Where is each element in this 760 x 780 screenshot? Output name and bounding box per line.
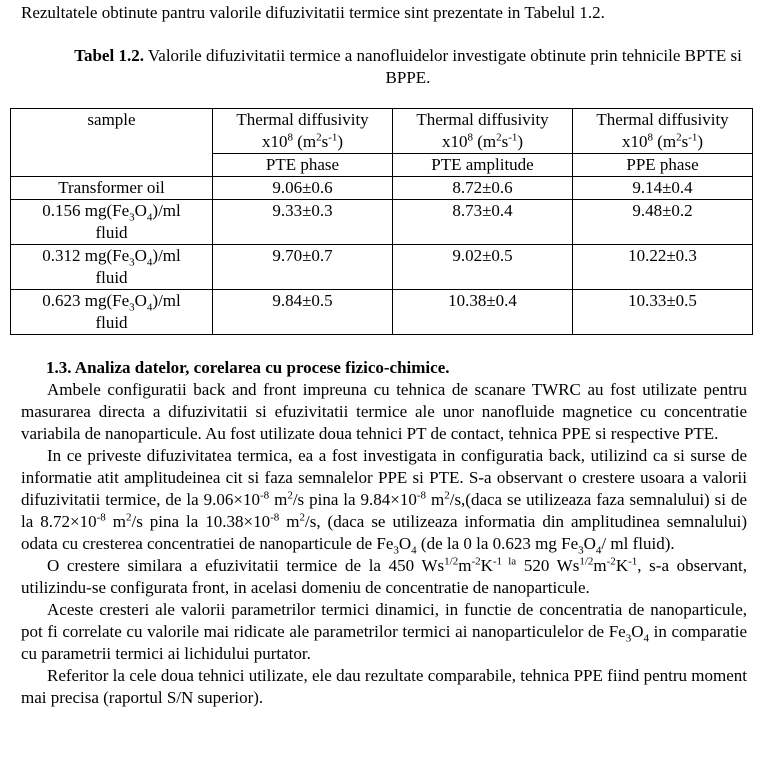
header-ppe-phase: Thermal diffusivity $x10^8$ $(m^2s^{-1})$ (573, 109, 753, 154)
table-row (11, 290, 753, 335)
value-cell: 8.72±0.6 (393, 177, 573, 200)
diffusivity-table (10, 108, 753, 335)
value-cell: 10.38±0.4 (393, 290, 573, 335)
sample-cell: 0.623 $mg(Fe_3O_4)/ml$ fluid (11, 290, 213, 335)
table-row (11, 200, 753, 245)
section-heading: 1.3. Analiza datelor, corelarea cu procese fizico-chimice. (46, 358, 450, 377)
paragraph-diffusivity: In ce priveste difuzivitatea termica, ea a fost investigata in configuratia back, utilizind ca si surse de informatie atit amplitudeinea cit si faza semnalelor PPE si PTE. S-a observant o crestere usoara a valorii difuzivitatii termice, de la $9.06\times 10^{-8}$ $m^2/s$ pina la $9.84\times 10^{-8}$ $m^2/s,(daca$ se utilizeaza faza semnalului) si de la $8.72\times 10^{-8}$ $m^2/s$ pina la $10.38\times 10^{-8}$ $m^2/s$, (daca se utilizeaza informatia din amplitudinea semnalului) odata cu cresterea concentratiei de nanoparticule de $Fe_3O_4$ (de la 0 la 0.623 mg $Fe_3O_4/$ ml fluid). (21, 446, 747, 557)
table-caption-label: Tabel 1.2. (74, 46, 144, 65)
paragraph-correlation: Aceste cresteri ale valorii parametrilor termici dinamici, in functie de concentratia de nanoparticule, pot fi correlate cu valorile mai ridicate ale parametrilor termici ai nanoparticulelor de $Fe_3O_4$ in comparatie cu parametrii termici ai lichidului purtator. (21, 600, 747, 663)
table-header-row (11, 109, 753, 154)
sample-cell: 0.156 $mg(Fe_3O_4)/ml$ fluid (11, 200, 213, 245)
table-caption (70, 45, 746, 89)
method-label: PTE phase (213, 154, 393, 177)
table-row (11, 245, 753, 290)
intro-sentence: Rezultatele obtinute pantru valorile difuzivitatii termice sint prezentate in Tabelul 1.2. (21, 3, 605, 22)
value-cell: 9.02±0.5 (393, 245, 573, 290)
value-cell: 10.22±0.3 (573, 245, 753, 290)
value-cell: 9.84±0.5 (213, 290, 393, 335)
table-caption-text: Valorile difuzivitatii termice a nanofluidelor investigate obtinute prin tehnicile BPTE si BPPE. (143, 46, 742, 87)
sample-cell: Transformer oil (11, 177, 213, 200)
header-pte-amplitude: Thermal diffusivity $x10^8$ $(m^2s^{-1})$ (393, 109, 573, 154)
value-cell: 8.73±0.4 (393, 200, 573, 245)
value-cell: 10.33±0.5 (573, 290, 753, 335)
sample-header: sample (11, 109, 213, 154)
analysis-section (21, 357, 747, 709)
method-label: PTE amplitude (393, 154, 573, 177)
sample-cell: 0.312 $mg(Fe_3O_4)/ml$ fluid (11, 245, 213, 290)
paragraph-effusivity: O crestere similara a efuzivitatii termice de la 450 $Ws^{1/2}m^{-2}K^{-1 la}$ 520 $Ws^{1/2}m^{-2}K^{-1}$, s-a observant, utilizindu-se configurata front, in acelasi domeniu de concentratie de nanoparticule. (21, 555, 747, 597)
value-cell: 9.14±0.4 (573, 177, 753, 200)
value-cell: 9.48±0.2 (573, 200, 753, 245)
header-pte-phase: Thermal diffusivity $x10^8$ $(m^2s^{-1})$ (213, 109, 393, 154)
table-row (11, 177, 753, 200)
paragraph-configurations: Ambele configuratii back and front impreuna cu tehnica de scanare TWRC au fost utilizate pentru masurarea directa a difuzivitatii si efuzivitatii termice ale unor nanofluide magnetice cu concentratie variabila de nanoparticule. Au fost utilizate doua tehnici PT de contact, tehnica PPE si respective PTE. (21, 380, 747, 443)
sample-header-cont (11, 154, 213, 177)
table-method-row (11, 154, 753, 177)
value-cell: 9.70±0.7 (213, 245, 393, 290)
value-cell: 9.33±0.3 (213, 200, 393, 245)
method-label: PPE phase (573, 154, 753, 177)
paragraph-conclusion: Referitor la cele doua tehnici utilizate, ele dau rezultate comparabile, tehnica PPE fiind pentru moment mai precisa (raportul S/N superior). (21, 666, 747, 707)
value-cell: 9.06±0.6 (213, 177, 393, 200)
